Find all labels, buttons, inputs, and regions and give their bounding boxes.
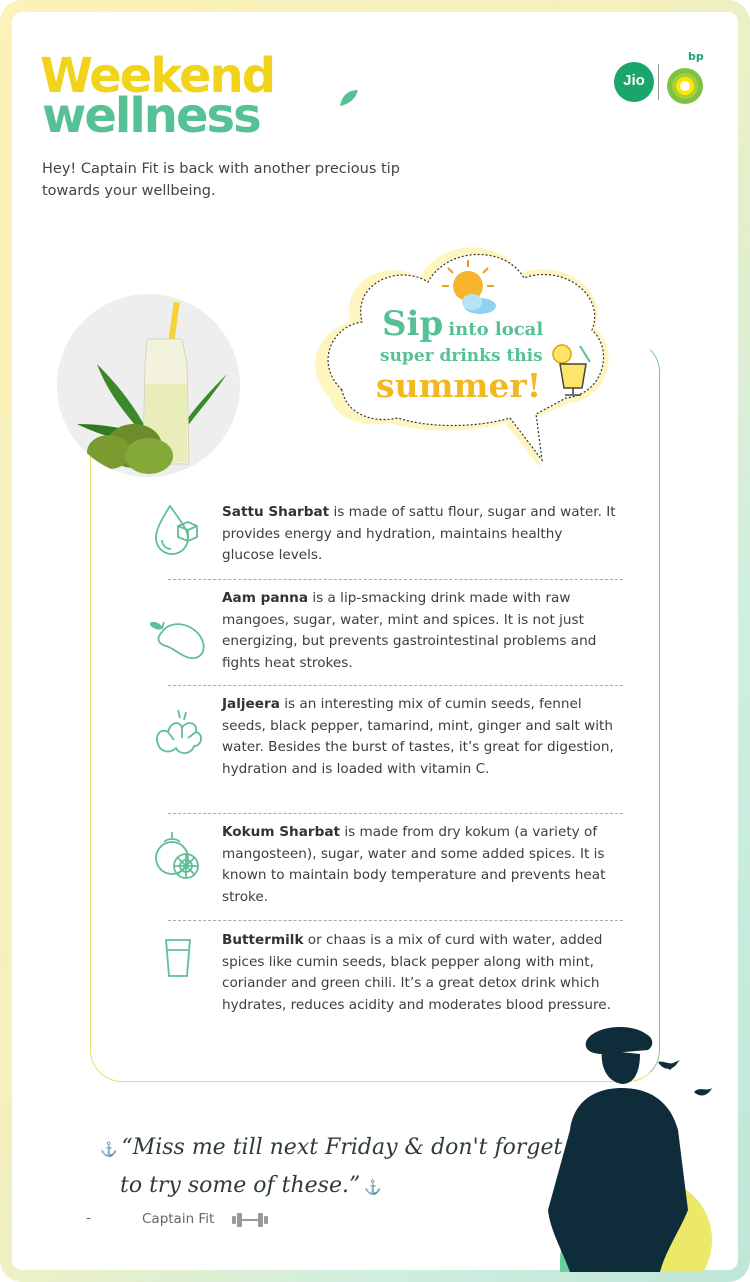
item-buttermilk: Buttermilk or chaas is a mix of curd with water, added spices like cumin seeds, black pepper along with mint, coriander and green chili. It’s a great detox drink which hydrates, reduces acidity and moderates blood pressure. [222, 932, 611, 1013]
quote-line1: ⚓ “Miss me till next Friday & don't forget [100, 1135, 563, 1160]
closing-quote [100, 1130, 562, 1206]
item-divider [168, 920, 623, 921]
item-jaljeera: Jaljeera is an interesting mix of cumin seeds, fennel seeds, black pepper, tamarind, mint, ginger and salt with water. Besides the burst of tastes, it’s great for digestion, hydration and is loaded with vitamin C. [222, 696, 614, 777]
water-drop-icon [150, 500, 208, 558]
bp-logo-text: bp [688, 50, 704, 63]
logo-divider [658, 64, 659, 100]
title-wellness: wellness [42, 88, 260, 144]
bubble-line2: super drinks this [380, 346, 543, 366]
ginger-icon [150, 704, 208, 762]
mangosteen-icon [150, 828, 208, 886]
item-divider [168, 813, 623, 814]
item-sattu-sharbat: Sattu Sharbat is made of sattu flour, sugar and water. It provides energy and hydration, maintains healthy glucose levels. [222, 504, 616, 563]
bubble-line1: Sip into local [382, 304, 544, 344]
bp-logo [663, 60, 709, 106]
lemonade-glass-icon [550, 342, 600, 398]
mango-icon [150, 608, 208, 666]
quote-line2: to try some of these.” ⚓ [120, 1173, 382, 1198]
anchor-icon: ⚓ [364, 1180, 382, 1196]
item-aam-panna: Aam panna is a lip-smacking drink made with raw mangoes, sugar, water, mint and spices. It is not just energizing, but prevents gastrointestinal problems and fights heat strokes. [222, 590, 597, 671]
item-divider [168, 579, 623, 580]
glass-icon [150, 934, 208, 992]
intro-text: Hey! Captain Fit is back with another precious tip towards your wellbeing. [42, 161, 400, 199]
signature-dash: - [86, 1210, 91, 1226]
dumbbell-icon [230, 1210, 270, 1230]
bubble-line3: summer! [376, 366, 542, 405]
anchor-icon: ⚓ [100, 1142, 118, 1158]
jio-logo: Jio [614, 62, 654, 102]
item-divider [168, 685, 623, 686]
signature-name: Captain Fit [142, 1211, 215, 1227]
drink-photo [57, 294, 240, 477]
item-kokum-sharbat: Kokum Sharbat is made from dry kokum (a variety of mangosteen), sugar, water and some added spices. It is known to maintain body temperature and prevents heat stroke. [222, 824, 606, 905]
title-weekend: Weekend [40, 48, 275, 104]
leaf-icon [338, 88, 360, 108]
